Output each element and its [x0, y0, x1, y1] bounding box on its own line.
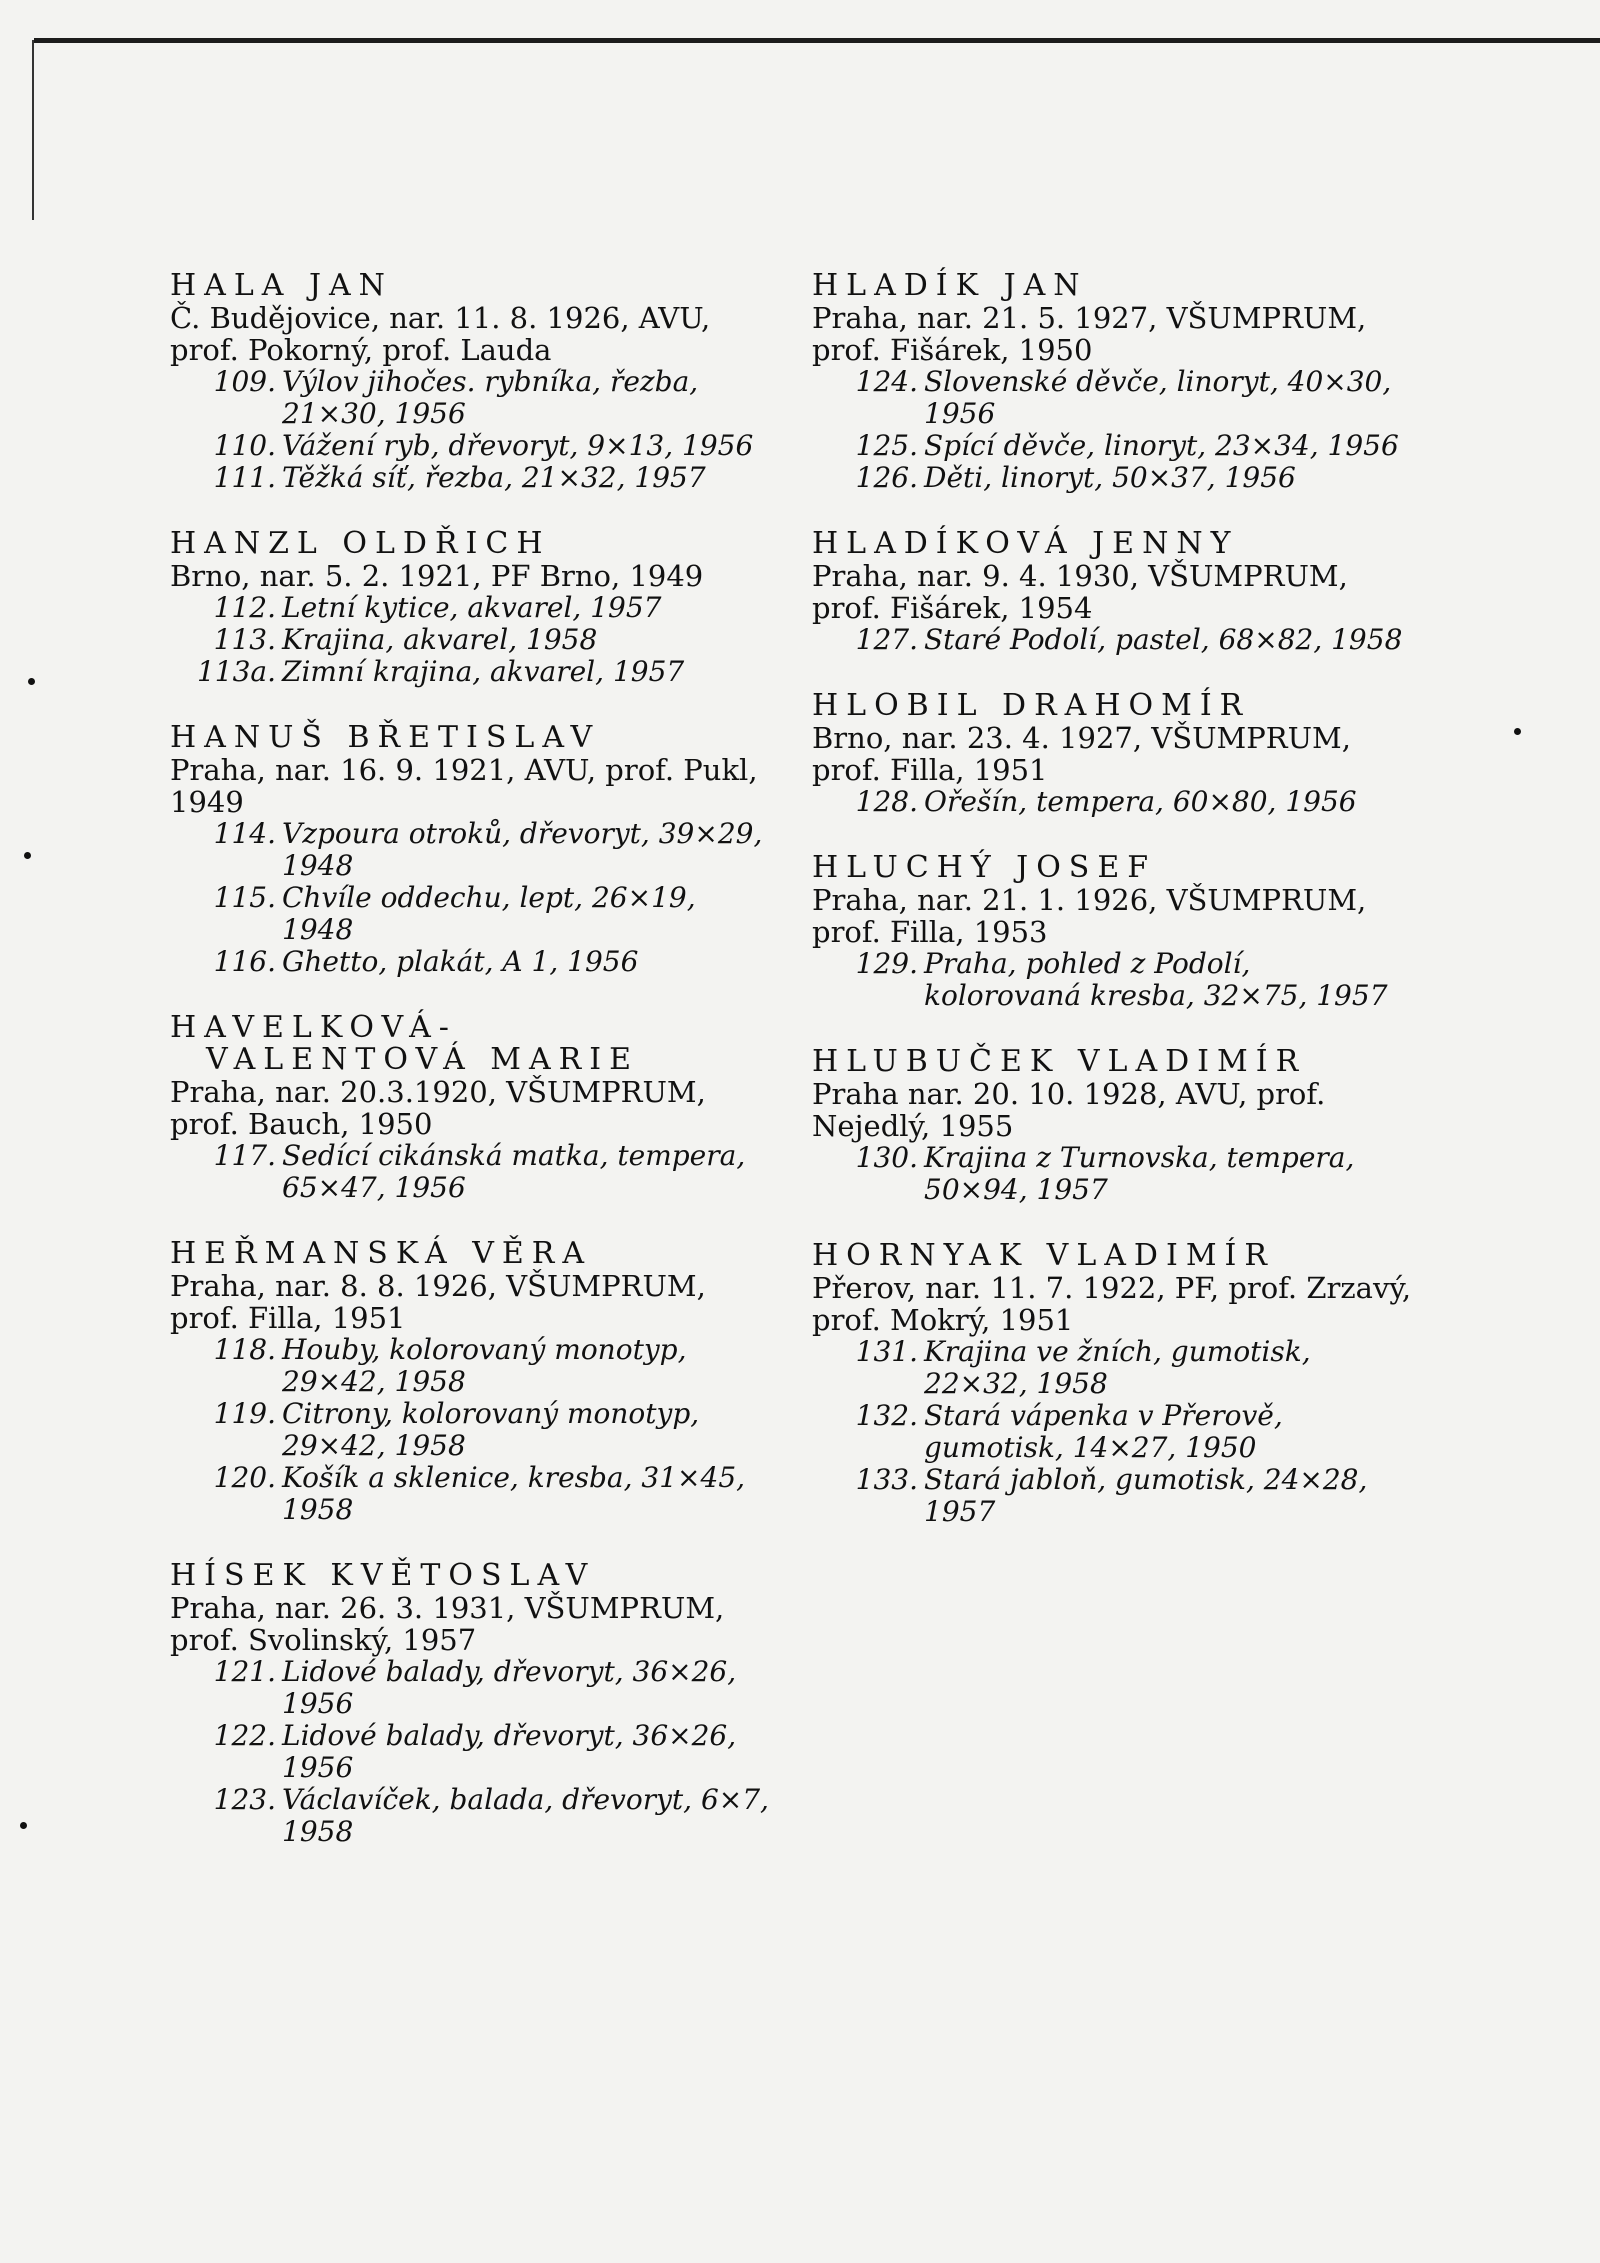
- artwork-number: 113.: [213, 623, 276, 656]
- catalog-column-right: [812, 270, 1412, 1562]
- artist-entry: [170, 528, 770, 688]
- artist-name: [170, 722, 770, 754]
- page-border-top: [34, 38, 1600, 43]
- artist-entry: [812, 1240, 1412, 1528]
- artwork-item: [170, 1656, 770, 1720]
- artwork-number: 127.: [855, 623, 918, 656]
- artist-name-text: HLOBIL DRAHOMÍR: [812, 688, 1251, 723]
- artist-name-text: HANUŠ BŘETISLAV: [170, 720, 601, 755]
- artwork-item: [812, 948, 1412, 1012]
- artwork-number: 124.: [855, 365, 918, 398]
- artist-name-text: HALA JAN: [170, 268, 393, 303]
- artist-name: [812, 528, 1412, 560]
- artwork-item: [170, 430, 770, 462]
- speck-mark: [28, 678, 35, 685]
- artwork-description: Slovenské děvče, linoryt, 40×30, 1956: [924, 365, 1392, 430]
- artist-entry: [812, 528, 1412, 656]
- artist-entry: [170, 722, 770, 978]
- artwork-number: 125.: [855, 429, 918, 462]
- artwork-item: [170, 656, 770, 688]
- artist-entry: [170, 1560, 770, 1848]
- artwork-number: 120.: [213, 1461, 276, 1494]
- artwork-description: Lidové balady, dřevoryt, 36×26, 1956: [282, 1719, 737, 1784]
- artwork-description: Krajina ve žních, gumotisk, 22×32, 1958: [924, 1335, 1311, 1400]
- artwork-description: Ghetto, plakát, A 1, 1956: [282, 945, 639, 978]
- artwork-item: [812, 366, 1412, 430]
- artwork-item: [170, 946, 770, 978]
- artwork-item: [812, 1400, 1412, 1464]
- artwork-description: Krajina z Turnovska, tempera, 50×94, 1957: [924, 1141, 1355, 1206]
- artist-name: [170, 1238, 770, 1270]
- artist-name: [812, 1046, 1412, 1078]
- artwork-number: 113a.: [196, 655, 276, 688]
- artist-entry: [812, 690, 1412, 818]
- artwork-item: [170, 1784, 770, 1848]
- artwork-item: [170, 624, 770, 656]
- artwork-description: Vážení ryb, dřevoryt, 9×13, 1956: [282, 429, 754, 462]
- artwork-number: 116.: [213, 945, 276, 978]
- artwork-description: Děti, linoryt, 50×37, 1956: [924, 461, 1296, 494]
- artist-name-text: HEŘMANSKÁ VĚRA: [170, 1236, 593, 1271]
- artwork-item: [812, 462, 1412, 494]
- artwork-description: Praha, pohled z Podolí, kolorovaná kresba, 32×75, 1957: [924, 947, 1388, 1012]
- artwork-number: 115.: [213, 881, 276, 914]
- artwork-item: [170, 366, 770, 430]
- catalog-column-left: [170, 270, 770, 1882]
- artist-bio: Praha, nar. 20.3.1920, VŠUMPRUM, prof. Bauch, 1950: [170, 1075, 706, 1141]
- artwork-number: 122.: [213, 1719, 276, 1752]
- artist-name-continuation: VALENTOVÁ MARIE: [206, 1042, 639, 1077]
- artwork-number: 128.: [855, 785, 918, 818]
- artwork-item: [170, 1334, 770, 1398]
- artist-bio: Přerov, nar. 11. 7. 1922, PF, prof. Zrzavý, prof. Mokrý, 1951: [812, 1271, 1412, 1337]
- artwork-number: 131.: [855, 1335, 918, 1368]
- artwork-description: Košík a sklenice, kresba, 31×45, 1958: [282, 1461, 746, 1526]
- artwork-number: 111.: [213, 461, 276, 494]
- artwork-item: [812, 786, 1412, 818]
- artist-name-text: HLUBUČEK VLADIMÍR: [812, 1044, 1307, 1079]
- artwork-item: [170, 462, 770, 494]
- artwork-number: 123.: [213, 1783, 276, 1816]
- artist-entry: [812, 1046, 1412, 1206]
- artist-name: [170, 1560, 770, 1592]
- artwork-description: Lidové balady, dřevoryt, 36×26, 1956: [282, 1655, 737, 1720]
- artwork-number: 129.: [855, 947, 918, 980]
- artwork-description: Sedící cikánská matka, tempera, 65×47, 1956: [282, 1139, 746, 1204]
- artwork-description: Spící děvče, linoryt, 23×34, 1956: [924, 429, 1399, 462]
- artwork-item: [170, 592, 770, 624]
- artist-name-text: HLADÍKOVÁ JENNY: [812, 526, 1239, 561]
- artwork-description: Houby, kolorovaný monotyp, 29×42, 1958: [282, 1333, 687, 1398]
- artist-name-text: HÍSEK KVĚTOSLAV: [170, 1558, 596, 1593]
- artwork-item: [170, 1398, 770, 1462]
- artwork-number: 130.: [855, 1141, 918, 1174]
- artist-name-text: HORNYAK VLADIMÍR: [812, 1238, 1275, 1273]
- artist-bio: Č. Budějovice, nar. 11. 8. 1926, AVU, prof. Pokorný, prof. Lauda: [170, 301, 711, 367]
- speck-mark: [20, 1822, 27, 1829]
- artist-entry: [812, 852, 1412, 1012]
- artwork-description: Ořešín, tempera, 60×80, 1956: [924, 785, 1357, 818]
- artwork-description: Krajina, akvarel, 1958: [282, 623, 598, 656]
- artwork-description: Výlov jihočes. rybníka, řezba, 21×30, 1956: [282, 365, 699, 430]
- artwork-item: [170, 1720, 770, 1784]
- artist-name-text: HANZL OLDŘICH: [170, 526, 551, 561]
- artwork-number: 112.: [213, 591, 276, 624]
- artist-bio: Praha, nar. 21. 1. 1926, VŠUMPRUM, prof. Filla, 1953: [812, 883, 1367, 949]
- artist-bio: Brno, nar. 5. 2. 1921, PF Brno, 1949: [170, 559, 704, 593]
- artist-name: [812, 852, 1412, 884]
- artist-name: [812, 690, 1412, 722]
- artwork-item: [812, 624, 1412, 656]
- artwork-description: Těžká síť, řezba, 21×32, 1957: [282, 461, 706, 494]
- artwork-description: Zimní krajina, akvarel, 1957: [282, 655, 685, 688]
- artist-bio: Praha, nar. 26. 3. 1931, VŠUMPRUM, prof. Svolinský, 1957: [170, 1591, 725, 1657]
- artwork-description: Vzpoura otroků, dřevoryt, 39×29, 1948: [282, 817, 763, 882]
- artwork-description: Chvíle oddechu, lept, 26×19, 1948: [282, 881, 696, 946]
- artwork-item: [170, 1462, 770, 1526]
- artwork-item: [812, 1142, 1412, 1206]
- artist-name: [170, 528, 770, 560]
- artist-name: [812, 1240, 1412, 1272]
- artwork-description: Citrony, kolorovaný monotyp, 29×42, 1958: [282, 1397, 700, 1462]
- artwork-number: 133.: [855, 1463, 918, 1496]
- artist-name: [170, 1012, 770, 1076]
- artist-entry: [812, 270, 1412, 494]
- artist-bio: Praha nar. 20. 10. 1928, AVU, prof. Nejedlý, 1955: [812, 1077, 1326, 1143]
- artwork-item: [812, 1464, 1412, 1528]
- artist-entry: [170, 1238, 770, 1526]
- artwork-number: 114.: [213, 817, 276, 850]
- artwork-item: [170, 1140, 770, 1204]
- artwork-item: [170, 818, 770, 882]
- artist-name-text: HAVELKOVÁ-: [170, 1010, 457, 1045]
- artwork-number: 119.: [213, 1397, 276, 1430]
- artwork-number: 110.: [213, 429, 276, 462]
- artwork-number: 121.: [213, 1655, 276, 1688]
- artwork-description: Václavíček, balada, dřevoryt, 6×7, 1958: [282, 1783, 769, 1848]
- artist-name-text: HLUCHÝ JOSEF: [812, 850, 1157, 885]
- artist-name: [170, 270, 770, 302]
- artist-entry: [170, 1012, 770, 1204]
- artist-bio: Praha, nar. 9. 4. 1930, VŠUMPRUM, prof. Fišárek, 1954: [812, 559, 1348, 625]
- artwork-description: Stará vápenka v Přerově, gumotisk, 14×27, 1950: [924, 1399, 1283, 1464]
- artist-name-text: HLADÍK JAN: [812, 268, 1088, 303]
- artwork-number: 118.: [213, 1333, 276, 1366]
- artist-bio: Praha, nar. 8. 8. 1926, VŠUMPRUM, prof. Filla, 1951: [170, 1269, 706, 1335]
- artwork-number: 109.: [213, 365, 276, 398]
- page-border-left: [32, 40, 34, 220]
- artwork-item: [812, 1336, 1412, 1400]
- artwork-description: Stará jabloň, gumotisk, 24×28, 1957: [924, 1463, 1368, 1528]
- artwork-number: 126.: [855, 461, 918, 494]
- speck-mark: [24, 852, 31, 859]
- artist-bio: Brno, nar. 23. 4. 1927, VŠUMPRUM, prof. Filla, 1951: [812, 721, 1351, 787]
- artwork-number: 132.: [855, 1399, 918, 1432]
- artwork-number: 117.: [213, 1139, 276, 1172]
- artwork-description: Staré Podolí, pastel, 68×82, 1958: [924, 623, 1403, 656]
- artist-bio: Praha, nar. 16. 9. 1921, AVU, prof. Pukl, 1949: [170, 753, 758, 819]
- speck-mark: [1514, 728, 1521, 735]
- artwork-item: [170, 882, 770, 946]
- artist-name: [812, 270, 1412, 302]
- artist-entry: [170, 270, 770, 494]
- artwork-item: [812, 430, 1412, 462]
- artist-bio: Praha, nar. 21. 5. 1927, VŠUMPRUM, prof. Fišárek, 1950: [812, 301, 1367, 367]
- artwork-description: Letní kytice, akvarel, 1957: [282, 591, 662, 624]
